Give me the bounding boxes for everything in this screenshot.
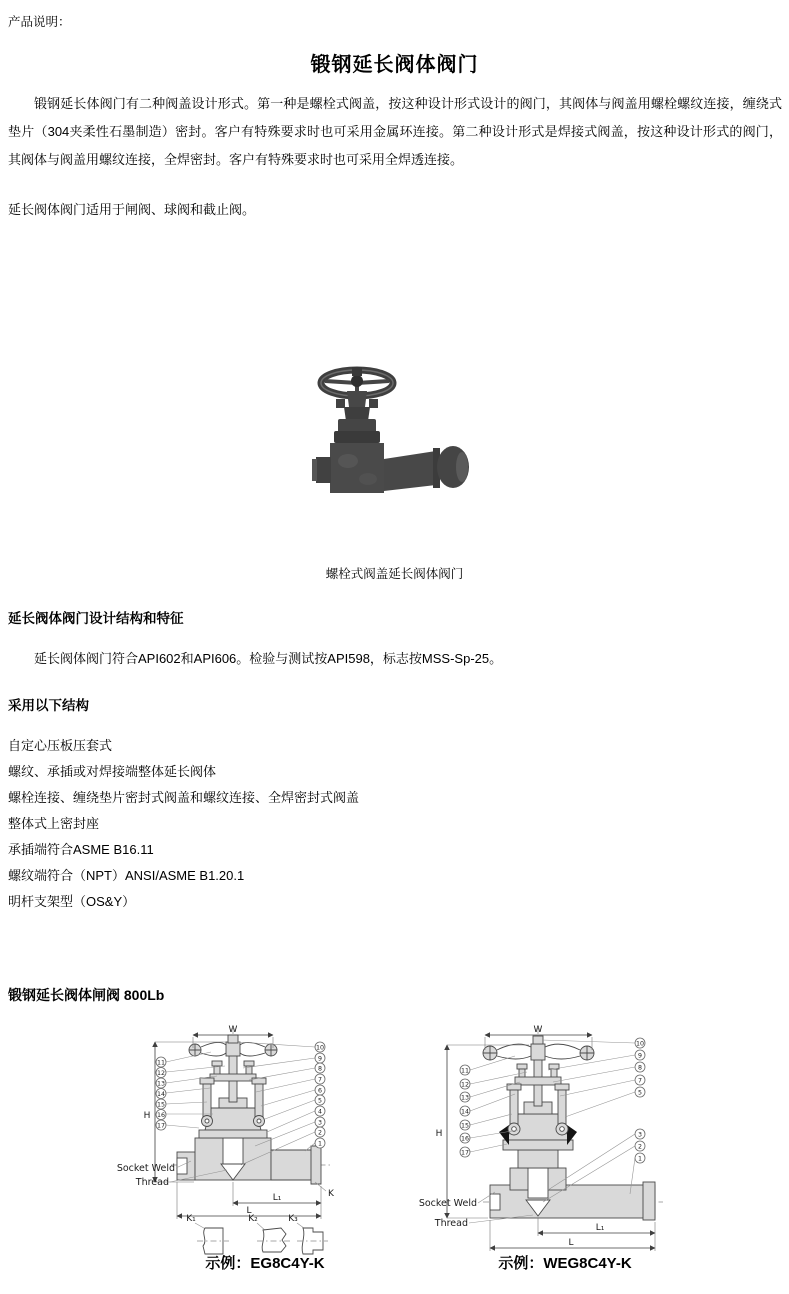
callout-left: 15 [156, 1101, 166, 1109]
dim-h-label: H [435, 1129, 443, 1139]
callout-right: 2 [317, 1129, 323, 1137]
callout-left: 13 [156, 1080, 166, 1088]
thread-label: Thread [434, 1218, 468, 1229]
callout-right: 1 [317, 1140, 323, 1148]
dim-l-label: L [568, 1238, 574, 1248]
structure-item: 螺纹端符合（NPT）ANSI/ASME B1.20.1 [8, 868, 245, 883]
callout-right: 10 [635, 1040, 645, 1048]
detail-k2-label: K₂ [248, 1214, 258, 1224]
gate-valve-heading: 锻钢延长阀体闸阀 800Lb [8, 987, 165, 1003]
callout-right: 5 [317, 1097, 323, 1105]
page-title: 锻钢延长阀体阀门 [310, 54, 479, 76]
dim-h-label: H [143, 1111, 151, 1121]
callout-left: 11 [156, 1059, 166, 1067]
callout-left: 15 [460, 1122, 470, 1130]
callout-right: 4 [317, 1108, 323, 1116]
dim-k-label: K [328, 1189, 334, 1199]
structure-item: 螺栓连接、缠绕垫片密封式阀盖和螺纹连接、全焊密封式阀盖 [8, 790, 360, 805]
callout-left: 17 [460, 1149, 470, 1157]
callout-right: 3 [637, 1131, 643, 1139]
callout-right: 9 [637, 1052, 643, 1060]
callout-right: 6 [317, 1087, 323, 1095]
design-paragraph: 延长阀体阀门符合API602和API606。检验与测试按API598，标志按MSS-Sp-25。 [34, 651, 503, 666]
callout-right: 2 [637, 1143, 643, 1151]
callout-right: 8 [317, 1065, 323, 1073]
callout-right: 7 [637, 1077, 643, 1085]
dim-w-label: W [533, 1025, 543, 1035]
callout-left: 16 [156, 1111, 166, 1119]
dim-l-label: L [246, 1206, 252, 1216]
structure-item: 明杆支架型（OS&Y） [8, 894, 136, 909]
end-connection-details [186, 1214, 328, 1254]
callout-left: 12 [156, 1069, 166, 1077]
callout-right: 5 [637, 1089, 643, 1097]
diagram-welded-bonnet [415, 1022, 685, 1257]
photo-caption: 螺栓式阀盖延长阀体阀门 [325, 567, 464, 581]
applicability-paragraph: 延长阀体阀门适用于闸阀、球阀和截止阀。 [8, 202, 256, 217]
dim-w-label: W [228, 1025, 238, 1035]
callout-left: 12 [460, 1081, 470, 1089]
structure-item: 螺纹、承插或对焊接端整体延长阀体 [8, 764, 217, 779]
callout-left: 14 [460, 1108, 470, 1116]
detail-k1-label: K₁ [186, 1214, 196, 1224]
diagram-caption-right: 示例：WEG8C4Y-K [498, 1255, 632, 1272]
diagram-bolted-bonnet [115, 1022, 350, 1257]
valve-photo-drawing [312, 367, 469, 493]
callout-left: 14 [156, 1090, 166, 1098]
callout-right: 9 [317, 1055, 323, 1063]
product-description-label: 产品说明： [8, 15, 71, 29]
dim-l1-label: L₁ [595, 1223, 605, 1233]
callout-right: 1 [637, 1155, 643, 1163]
callout-right: 8 [637, 1064, 643, 1072]
diagram-caption-left: 示例：EG8C4Y-K [205, 1255, 325, 1272]
thread-label: Thread [135, 1177, 169, 1188]
structure-item: 整体式上密封座 [8, 816, 100, 831]
valve-photo [300, 361, 480, 509]
callout-left: 17 [156, 1122, 166, 1130]
design-heading: 延长阀体阀门设计结构和特征 [8, 611, 184, 626]
socket-weld-label: Socket Weld [418, 1198, 477, 1209]
structure-item: 自定心压板压套式 [8, 738, 113, 753]
callout-left: 16 [460, 1135, 470, 1143]
callout-right: 3 [317, 1119, 323, 1127]
structure-list [8, 733, 778, 915]
callout-right: 7 [317, 1076, 323, 1084]
intro-paragraph: 锻钢延长体阀门有二种阀盖设计形式。第一种是螺栓式阀盖，按这种设计形式设计的阀门，其阀体与阀盖用螺栓螺纹连接，缠绕式垫片（304夹柔性石墨制造）密封。客户有特殊要求时也可采用金属环连接。第二种设计形式是焊接式阀盖，按这种设计形式的阀门，其阀体与阀盖用螺纹连接，全焊密封。客户有特殊要求时也可采用全焊透连接。 [8, 96, 782, 167]
callout-left: 13 [460, 1094, 470, 1102]
dim-l1-label: L₁ [272, 1193, 282, 1203]
socket-weld-label: Socket Weld [116, 1163, 175, 1174]
detail-k3-label: K₃ [288, 1214, 298, 1224]
callout-left: 11 [460, 1067, 470, 1075]
structure-item: 承插端符合ASME B16.11 [8, 842, 154, 857]
callout-right: 10 [315, 1044, 325, 1052]
structure-heading: 采用以下结构 [8, 698, 89, 713]
